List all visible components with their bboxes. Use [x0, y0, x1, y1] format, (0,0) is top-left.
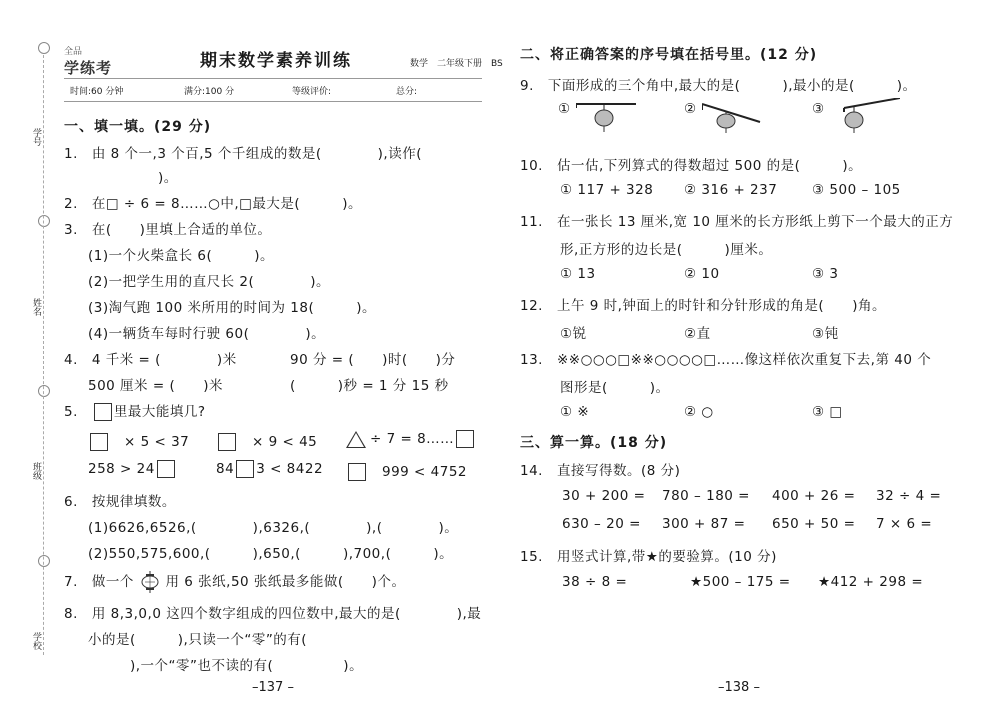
q4-c: 500 厘米 = ( )米 [88, 378, 223, 394]
q3-4: (4)一辆货车每时行驶 60( )。 [88, 326, 326, 342]
q9: 9. 下面形成的三个角中,最大的是( ),最小的是( )。 [520, 78, 917, 94]
q5-item-4: 258 > 24 [88, 460, 177, 478]
q3-2: (2)一把学生用的直尺长 2( )。 [88, 274, 331, 290]
q10-option-2: ② 316 + 237 [684, 182, 778, 198]
answer-box [157, 460, 175, 478]
angle-lantern-icon [576, 98, 646, 134]
q5-item-6: 999 < 4752 [346, 460, 467, 481]
side-label-class: 班级 [31, 462, 41, 480]
answer-box [218, 433, 236, 451]
q5-item-1: × 5 < 37 [88, 430, 189, 451]
q13-option-2: ② ○ [684, 404, 714, 420]
q14-item: 400 + 26 = [772, 488, 856, 504]
q8-line-1: 8. 用 8,3,0,0 这四个数字组成的四位数中,最大的是( ),最 [64, 606, 482, 622]
lantern-icon [139, 571, 161, 593]
side-label-school: 学校 [31, 632, 41, 650]
answer-box [236, 460, 254, 478]
side-label-student-no: 学号 [31, 128, 41, 146]
q8-line-2: 小的是( ),只读一个“零”的有( [88, 632, 308, 648]
q13-option-3: ③ □ [812, 404, 843, 420]
q6: 6. 按规律填数。 [64, 494, 176, 510]
q2: 2. 在□ ÷ 6 = 8……○中,□最大是( )。 [64, 196, 362, 212]
q12: 12. 上午 9 时,钟面上的时针和分针形成的角是( )角。 [520, 298, 886, 314]
q12-option-3: ③钝 [812, 326, 839, 342]
section-3-heading: 三、算一算。(18 分) [520, 435, 668, 451]
q12-option-2: ②直 [684, 326, 711, 342]
side-label-name: 姓名 [31, 298, 41, 316]
q6-1: (1)6626,6526,( ),6326,( ),( )。 [88, 520, 459, 536]
q14-item: 30 + 200 = [562, 488, 646, 504]
q13-line-1: 13. ※※○○○□※※○○○○□……像这样依次重复下去,第 40 个 [520, 352, 932, 368]
q14-item: 630 – 20 = [562, 516, 641, 532]
q9-figure-3: ③ [812, 98, 900, 134]
q13-option-1: ① ※ [560, 404, 590, 420]
q6-2: (2)550,575,600,( ),650,( ),700,( )。 [88, 546, 454, 562]
q11-line-2: 形,正方形的边长是( )厘米。 [560, 242, 773, 258]
angle-lantern-icon [702, 98, 772, 134]
q1-line-1: 1. 由 8 个一,3 个百,5 个千组成的数是( ),读作( [64, 146, 422, 162]
page-number-left: –137 – [252, 680, 294, 695]
q14-item: 300 + 87 = [662, 516, 746, 532]
total-score: 总分: [396, 87, 418, 97]
q8-line-3: ),一个“零”也不读的有( )。 [88, 658, 364, 674]
q3: 3. 在( )里填上合适的单位。 [64, 222, 272, 238]
time-limit: 时间:60 分钟 [70, 87, 124, 97]
q10: 10. 估一估,下列算式的得数超过 500 的是( )。 [520, 158, 863, 174]
q5-item-3: ÷ 7 = 8…… [346, 430, 476, 448]
q4-d: ( )秒 = 1 分 15 秒 [290, 378, 449, 394]
grade-eval: 等级评价: [292, 87, 332, 97]
q15-item: ★412 + 298 = [818, 574, 924, 590]
q5: 5. 里最大能填几? [64, 404, 206, 420]
triangle-icon [346, 431, 366, 448]
answer-box [94, 403, 112, 421]
q3-3: (3)淘气跑 100 米所用的时间为 18( )。 [88, 300, 376, 316]
answer-box [456, 430, 474, 448]
q3-1: (1)一个火柴盒长 6( )。 [88, 248, 275, 264]
q14-item: 32 ÷ 4 = [876, 488, 942, 504]
q14-item: 650 + 50 = [772, 516, 856, 532]
logo: 全品 学练考 [64, 47, 113, 77]
q11-option-1: ① 13 [560, 266, 596, 282]
q1-line-2: )。 [130, 170, 178, 186]
angle-lantern-icon [830, 98, 900, 134]
q5-item-2: × 9 < 45 [216, 430, 317, 451]
q14-item: 780 – 180 = [662, 488, 750, 504]
section-2-heading: 二、将正确答案的序号填在括号里。(12 分) [520, 47, 818, 63]
q11-line-1: 11. 在一张长 13 厘米,宽 10 厘米的长方形纸上剪下一个最大的正方 [520, 214, 954, 230]
q5-item-5: 84 3 < 8422 [216, 461, 324, 477]
q7: 7. 做一个 用 6 张纸,50 张纸最多能做( )个。 [64, 570, 405, 593]
q14: 14. 直接写得数。(8 分) [520, 463, 681, 479]
answer-box [348, 463, 366, 481]
q15-item: ★500 – 175 = [690, 574, 791, 590]
q11-option-3: ③ 3 [812, 266, 839, 282]
q4-a: 4. 4 千米 = ( )米 [64, 352, 237, 368]
q9-figure-1: ① [558, 98, 646, 134]
q15-item: 38 ÷ 8 = [562, 574, 628, 590]
full-score: 满分:100 分 [184, 87, 235, 97]
q12-option-1: ①锐 [560, 326, 587, 342]
q14-item: 7 × 6 = [876, 516, 933, 532]
q15: 15. 用竖式计算,带★的要验算。(10 分) [520, 549, 777, 565]
q11-option-2: ② 10 [684, 266, 720, 282]
q10-option-1: ① 117 + 328 [560, 182, 654, 198]
answer-box [90, 433, 108, 451]
q9-figure-2: ② [684, 98, 772, 134]
section-1-heading: 一、填一填。(29 分) [64, 119, 212, 135]
subject-meta: 数学 二年级下册 BS [410, 59, 503, 69]
page-number-right: –138 – [718, 680, 760, 695]
q10-option-3: ③ 500 – 105 [812, 182, 901, 198]
q4-b: 90 分 = ( )时( )分 [290, 352, 456, 368]
q13-line-2: 图形是( )。 [560, 380, 670, 396]
page-title: 期末数学素养训练 [200, 51, 352, 71]
